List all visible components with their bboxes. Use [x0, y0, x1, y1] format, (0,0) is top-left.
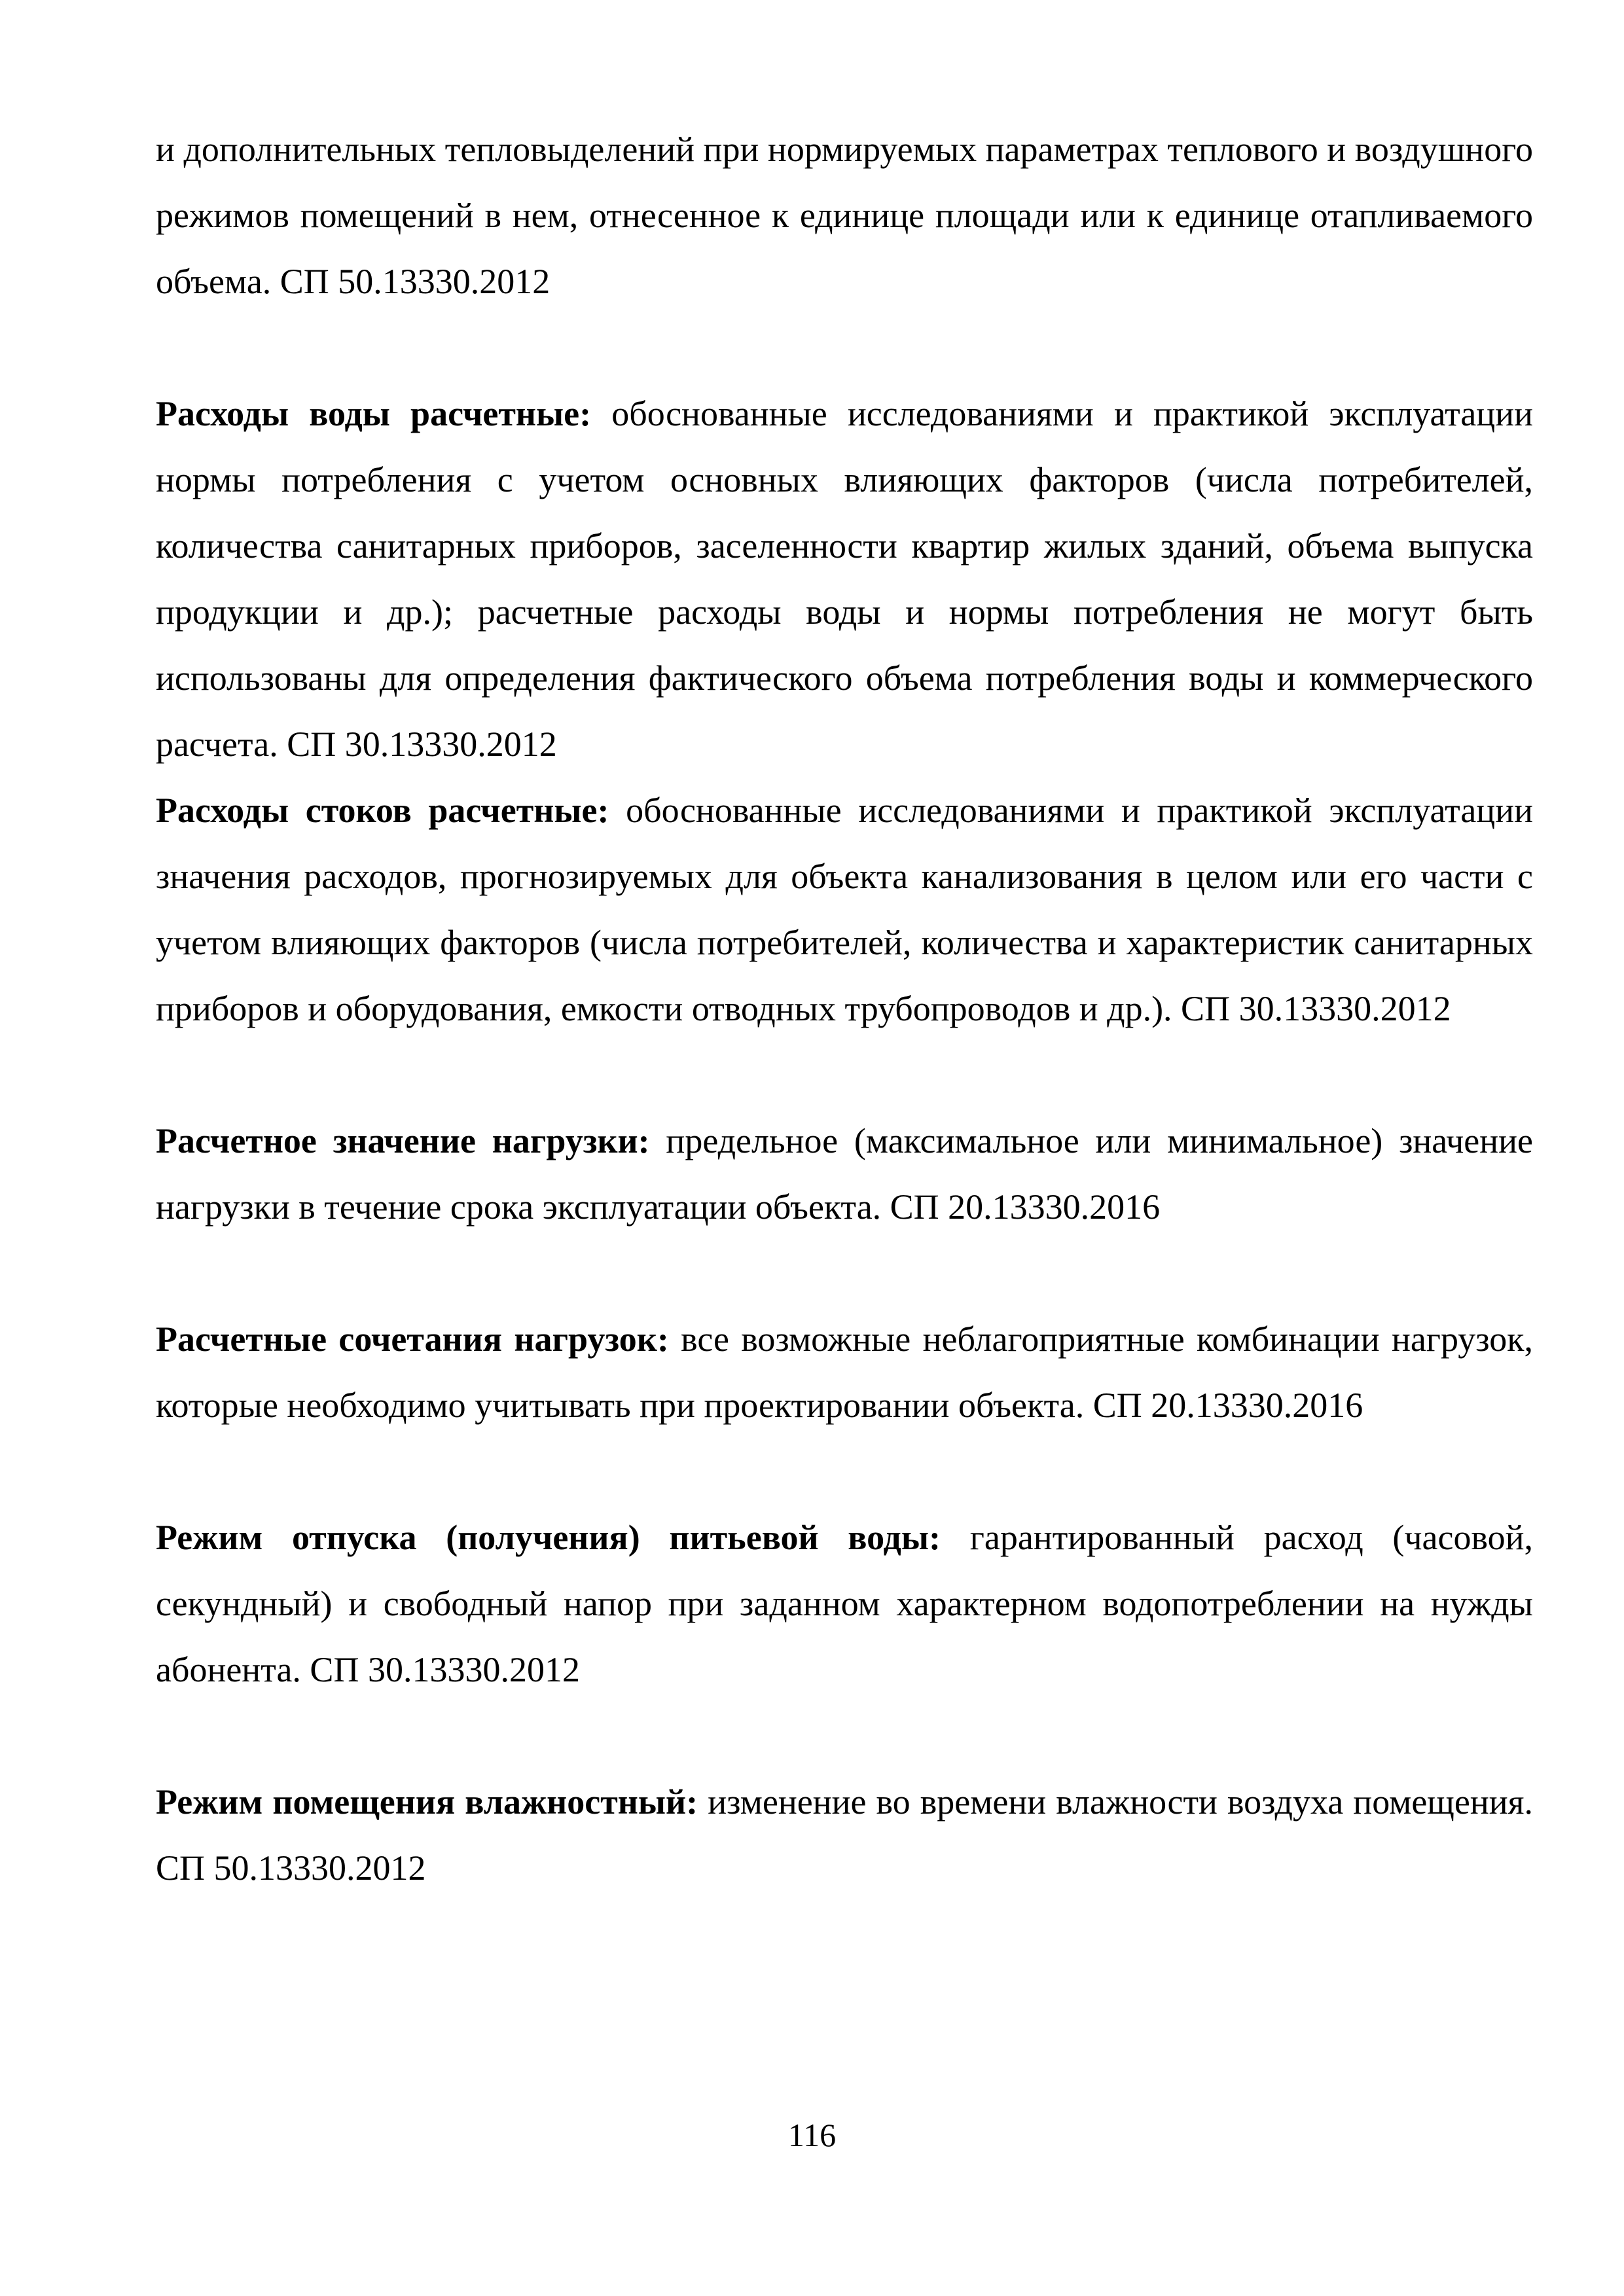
page-body — [156, 117, 1533, 1901]
paragraph-text: и дополнительных тепловыделений при нормируемых параметрах теплового и воздушного режимов помещений в нем, отнесенное к единице площади или к единице отапливаемого объема. СП 50.13330.2012 — [156, 130, 1533, 301]
definition-term: Расчетные сочетания нагрузок: — [156, 1319, 669, 1359]
definition-paragraph-continuation — [156, 117, 1533, 315]
definition-text: гарантированный расход (часовой, секундный) и свободный напор при заданном характерном водопотреблении на нужды абонента. СП 30.13330.2012 — [156, 1518, 1534, 1689]
definition-text: обоснованные исследованиями и практикой эксплуатации значения расходов, прогнозируемых для объекта канализования в целом или его части с учетом влияющих факторов (числа потребителей, количества и характеристик санитарных приборов и оборудования, емкости отводных трубопроводов и др.). СП 30.13330.2012 — [156, 791, 1534, 1028]
definition-text: все возможные неблагоприятные комбинации нагрузок, которые необходимо учитывать при проектировании объекта. СП 20.13330.2016 — [156, 1319, 1533, 1425]
definition-paragraph-humidity-mode — [156, 1769, 1533, 1901]
definition-term: Режим помещения влажностный: — [156, 1782, 698, 1821]
definition-text: обоснованные исследованиями и практикой эксплуатации нормы потребления с учетом основных влияющих факторов (числа потребителей, количества санитарных приборов, заселенности квартир жилых зданий, объема выпуска продукции и др.); расчетные расходы воды и нормы потребления не могут быть использованы для определения фактического объема потребления воды и коммерческого расчета. СП 30.13330.2012 — [156, 394, 1534, 764]
page-number: 116 — [787, 2117, 837, 2153]
definition-paragraph-sewage-flow — [156, 778, 1533, 1042]
definition-term: Расходы воды расчетные: — [156, 394, 592, 433]
definition-paragraph-water-flow — [156, 381, 1533, 778]
definition-term: Режим отпуска (получения) питьевой воды: — [156, 1518, 941, 1557]
definition-paragraph-water-supply-mode — [156, 1505, 1533, 1703]
definition-term: Расчетное значение нагрузки: — [156, 1121, 650, 1160]
definition-text: предельное (максимальное или минимальное) значение нагрузки в течение срока эксплуатации объекта. СП 20.13330.2016 — [156, 1121, 1533, 1227]
definition-paragraph-load-combinations — [156, 1306, 1533, 1439]
definition-text: изменение во времени влажности воздуха помещения. СП 50.13330.2012 — [156, 1782, 1533, 1888]
definition-paragraph-design-load — [156, 1108, 1533, 1240]
definition-term: Расходы стоков расчетные: — [156, 791, 609, 830]
